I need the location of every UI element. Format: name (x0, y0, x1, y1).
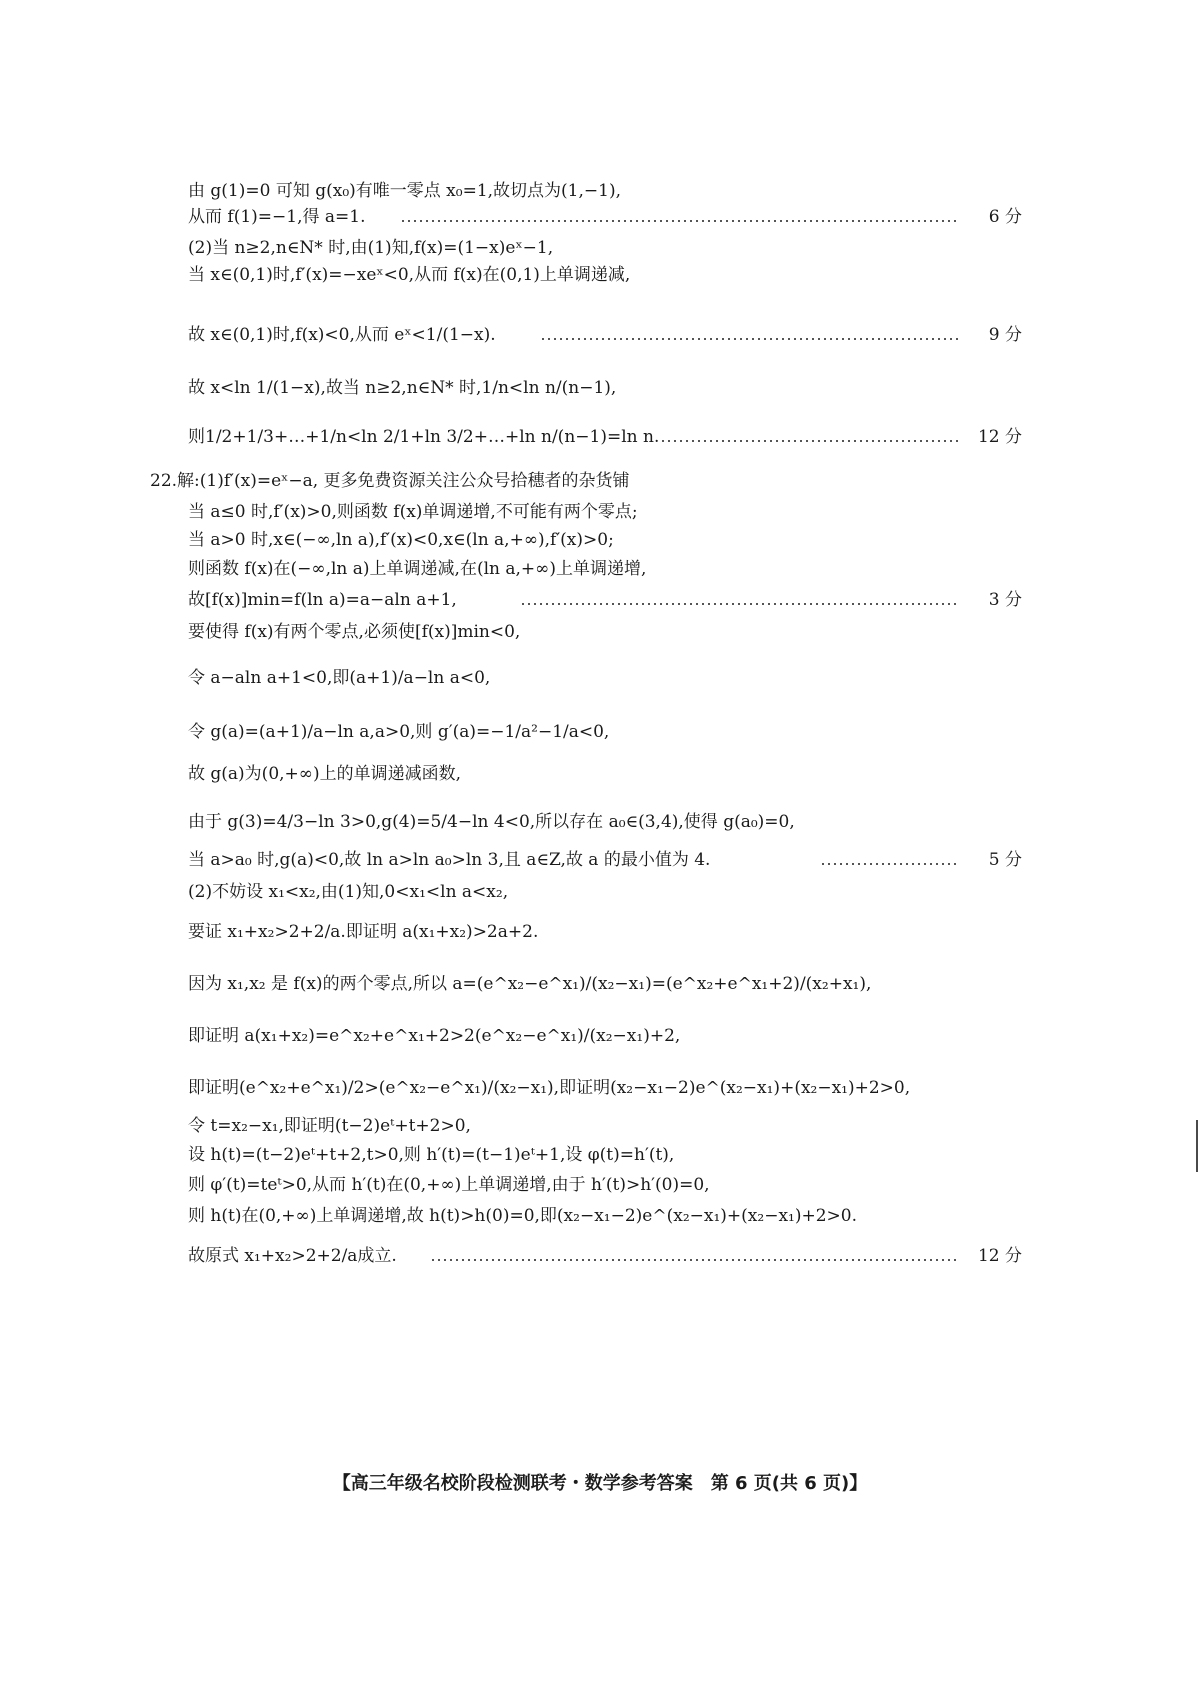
score-mark: 12 分 (977, 427, 1022, 447)
problem-heading: 22.解:(1)f′(x)=eˣ−a, 更多免费资源关注公众号拾穗者的杂货铺 (150, 471, 630, 491)
solution-text: 即证明(e^x₂+e^x₁)/2>(e^x₂−e^x₁)/(x₂−x₁),即证明(x₂−x₁−2)e^(x₂−x₁)+(x₂−x₁)+2>0, (188, 1078, 911, 1098)
score-mark: 3 分 (988, 590, 1022, 610)
solution-line (0, 1115, 1200, 1137)
leader-dots (660, 440, 960, 442)
solution-text: 则 φ′(t)=teᵗ>0,从而 h′(t)在(0,+∞)上单调递增,由于 h′(t)>h′(0)=0, (188, 1175, 710, 1195)
solution-line (0, 763, 1200, 785)
solution-line (0, 529, 1200, 551)
leader-dots (430, 1259, 960, 1261)
solution-text: 要证 x₁+x₂>2+2/a.即证明 a(x₁+x₂)>2a+2. (188, 922, 539, 942)
solution-text: 要使得 f(x)有两个零点,必须使[f(x)]min<0, (188, 622, 521, 642)
solution-text: 即证明 a(x₁+x₂)=e^x₂+e^x₁+2>2(e^x₂−e^x₁)/(x₂−x₁)+2, (188, 1026, 681, 1046)
solution-line (0, 237, 1200, 259)
solution-text: 令 g(a)=(a+1)/a−ln a,a>0,则 g′(a)=−1/a²−1/a<0, (188, 722, 610, 742)
solution-text: 则 h(t)在(0,+∞)上单调递增,故 h(t)>h(0)=0,即(x₂−x₁−2)e^(x₂−x₁)+(x₂−x₁)+2>0. (188, 1206, 858, 1226)
page-footer: 【高三年级名校阶段检测联考・数学参考答案 第 6 页(共 6 页)】 (332, 1473, 868, 1494)
solution-text: 则1/2+1/3+…+1/n<ln 2/1+ln 3/2+…+ln n/(n−1)=ln n. (188, 427, 660, 447)
score-mark: 12 分 (977, 1246, 1022, 1266)
score-mark: 5 分 (988, 850, 1022, 870)
solution-line (0, 558, 1200, 580)
solution-line (0, 1144, 1200, 1166)
solution-line (0, 973, 1200, 995)
solution-line (0, 811, 1200, 833)
score-mark: 6 分 (988, 207, 1022, 227)
solution-text: (2)当 n≥2,n∈N* 时,由(1)知,f(x)=(1−x)eˣ−1, (188, 238, 554, 258)
solution-text: (2)不妨设 x₁<x₂,由(1)知,0<x₁<ln a<x₂, (188, 882, 509, 902)
solution-line (0, 180, 1200, 202)
solution-line (0, 324, 1200, 346)
score-mark: 9 分 (988, 325, 1022, 345)
leader-dots (520, 603, 960, 605)
solution-line (0, 1025, 1200, 1047)
solution-text: 当 a>0 时,x∈(−∞,ln a),f′(x)<0,x∈(ln a,+∞),f′(x)>0; (188, 530, 614, 550)
solution-text: 因为 x₁,x₂ 是 f(x)的两个零点,所以 a=(e^x₂−e^x₁)/(x₂−x₁)=(e^x₂+e^x₁+2)/(x₂+x₁), (188, 974, 872, 994)
solution-text: 故原式 x₁+x₂>2+2/a成立. (188, 1246, 397, 1266)
solution-text: 当 x∈(0,1)时,f′(x)=−xeˣ<0,从而 f(x)在(0,1)上单调递减, (188, 265, 631, 285)
solution-line (0, 206, 1200, 228)
leader-dots (820, 863, 960, 865)
solution-line (0, 1174, 1200, 1196)
solution-text: 令 t=x₂−x₁,即证明(t−2)eᵗ+t+2>0, (188, 1116, 471, 1136)
leader-dots (540, 338, 960, 340)
leader-dots (400, 220, 960, 222)
solution-text: 从而 f(1)=−1,得 a=1. (188, 207, 366, 227)
solution-text: 故 x∈(0,1)时,f(x)<0,从而 eˣ<1/(1−x). (188, 325, 496, 345)
solution-text: 由 g(1)=0 可知 g(x₀)有唯一零点 x₀=1,故切点为(1,−1), (188, 181, 622, 201)
solution-text: 设 h(t)=(t−2)eᵗ+t+2,t>0,则 h′(t)=(t−1)eᵗ+1,设 φ(t)=h′(t), (188, 1145, 675, 1165)
solution-text: 由于 g(3)=4/3−ln 3>0,g(4)=5/4−ln 4<0,所以存在 a₀∈(3,4),使得 g(a₀)=0, (188, 812, 795, 832)
solution-line (0, 667, 1200, 689)
solution-line (0, 501, 1200, 523)
solution-text: 当 a≤0 时,f′(x)>0,则函数 f(x)单调递增,不可能有两个零点; (188, 502, 638, 522)
solution-text: 则函数 f(x)在(−∞,ln a)上单调递减,在(ln a,+∞)上单调递增, (188, 559, 647, 579)
solution-text: 故[f(x)]min=f(ln a)=a−aln a+1, (188, 590, 457, 610)
solution-line (0, 621, 1200, 643)
solution-line (0, 264, 1200, 286)
solution-line (0, 721, 1200, 743)
solution-text: 当 a>a₀ 时,g(a)<0,故 ln a>ln a₀>ln 3,且 a∈Z,故 a 的最小值为 4. (188, 850, 711, 870)
solution-line (0, 1245, 1200, 1267)
solution-line (0, 1077, 1200, 1099)
solution-line (0, 589, 1200, 611)
scan-edge-mark (1196, 1120, 1198, 1172)
solution-line (0, 881, 1200, 903)
solution-text: 令 a−aln a+1<0,即(a+1)/a−ln a<0, (188, 668, 491, 688)
solution-line (0, 470, 1200, 492)
solution-text: 故 g(a)为(0,+∞)上的单调递减函数, (188, 764, 461, 784)
solution-line (0, 377, 1200, 399)
solution-text: 故 x<ln 1/(1−x),故当 n≥2,n∈N* 时,1/n<ln n/(n−1), (188, 378, 617, 398)
solution-line (0, 921, 1200, 943)
solution-line (0, 849, 1200, 871)
solution-line (0, 426, 1200, 448)
solution-line (0, 1205, 1200, 1227)
